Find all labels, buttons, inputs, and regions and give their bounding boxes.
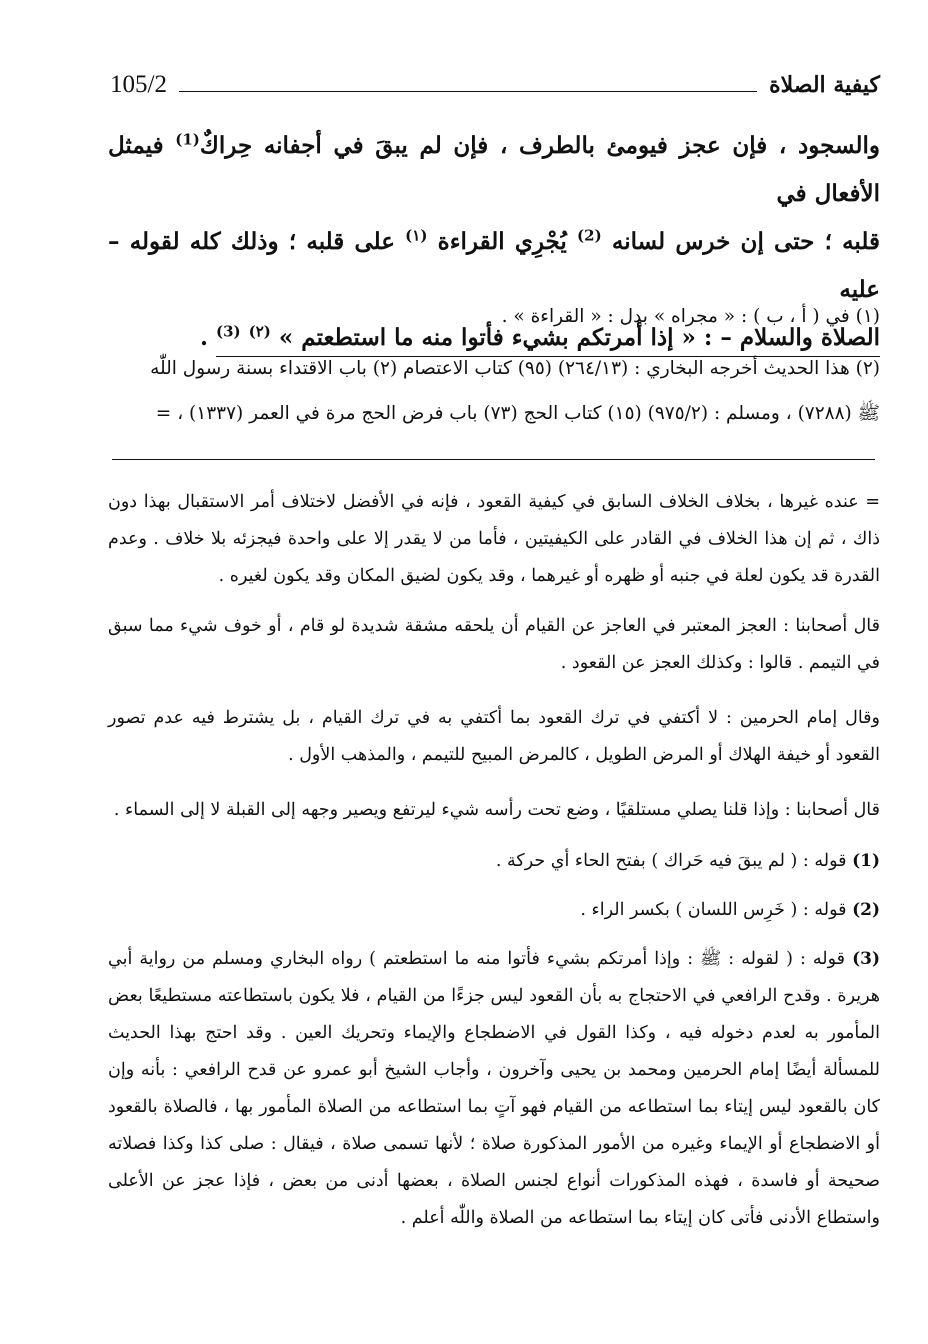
footnote-ref: (2) — [577, 226, 602, 245]
running-title: كيفية الصلاة — [769, 72, 880, 98]
note-number: (1) — [852, 851, 880, 871]
commentary-paragraph-4: قال أصحابنا : وإذا قلنا يصلي مستلقيًا ، وضع تحت رأسه شيء ليرتفع ويصير وجهه إلى القبلة لا إلى السماء . — [113, 800, 880, 820]
page-number: 105/2 — [110, 71, 167, 98]
note-number: (2) — [852, 900, 880, 920]
footnote-2 — [108, 346, 880, 436]
main-line-3: الصلاة والسلام – : « إذا أمرتكم بشيء فأتوا منه ما استطعتم » $^{(٢)}$ $^{(3)}$ . — [108, 314, 880, 362]
continuation-mark: = — [865, 492, 880, 512]
header-rule — [179, 91, 757, 92]
note-number: (3) — [852, 949, 880, 969]
footnote-1: (١) في ( أ ، ب ) : « مجراه » بدل : « القراءة » . — [501, 306, 880, 327]
commentary-note-2: (2) قوله : ( خَرِس اللسان ) بكسر الراء . — [580, 900, 880, 920]
commentary-paragraph-1: = عنده غيرها ، بخلاف الخلاف السابق في كيفية القعود ، فإنه في الأفضل لاختلاف أمر الاستقبال بهذا دون ذاك ، ثم إن هذا الخلاف في القادر على الكيفيتين ، فأما من لا يقدر إلا على واحدة فيجزئه بلا خلاف . وعدم القدرة قد يكون لعلة في جنبه أو ظهره أو غيرهما ، وقد يكون لضيق المكان وقد يكون لغيره . — [108, 492, 880, 586]
main-line-2: قلبه ؛ حتى إن خرس لسانه $^{(2)}$ يُجْرِي القراءة $^{(١)}$ على قلبه ؛ وذلك كله لقوله – عليه — [108, 226, 880, 303]
footnote-ref: (1) — [175, 130, 200, 149]
main-line-1: والسجود ، فإن عجز فيومئ بالطرف ، فإن لم يبقَ في أجفانه حِراكٌ$^{(1)}$ فيمثل الأفعال في — [108, 130, 880, 207]
footnote-2-line-2: ﷺ (٧٢٨٨) ، ومسلم : (٩٧٥/٢) (١٥) كتاب الحج (٧٣) باب فرض الحج مرة في العمر (١٣٣٧) ، = — [155, 403, 880, 424]
commentary-paragraph-3: وقال إمام الحرمين : لا أكتفي في ترك القعود بما أكتفي به في ترك القيام ، بل يشترط فيه عدم تصور القعود أو خيفة الهلاك أو المرض الطويل ، كالمرض المبيح للتيمم ، والمذهب الأول . — [108, 708, 880, 765]
footnote-ref: (٢) — [248, 322, 271, 341]
continuation-mark: = — [155, 403, 172, 424]
commentary-note-1: (1) قوله : ( لم يبقَ فيه حَراك ) بفتح الحاء أي حركة . — [495, 851, 880, 871]
underlined-quote: الصلاة والسلام – : « إذا أمرتكم بشيء فأتوا منه ما استطعتم » $^{(٢)}$ $^{(3)}$ — [216, 324, 880, 357]
footnote-2-line-1: (٢) هذا الحديث أخرجه البخاري : (٢٦٤/١٣) (٩٥) كتاب الاعتصام (٢) باب الاقتداء بسنة رسول اللّٰه — [150, 358, 880, 379]
commentary-paragraph-2: قال أصحابنا : العجز المعتبر في العاجز عن القيام أن يلحقه مشقة شديدة لو قام ، أو خوف شيء مما سبق في التيمم . قالوا : وكذلك العجز عن القعود . — [108, 616, 880, 673]
running-header — [110, 68, 880, 102]
footnote-ref: (١) — [405, 226, 428, 245]
section-divider — [112, 459, 875, 460]
commentary-note-3: (3) قوله : ( لقوله : ﷺ : وإذا أمرتكم بشيء فأتوا منه ما استطعتم ) رواه البخاري ومسلم من رواية أبي هريرة . وقدح الرافعي في الاحتجاج به بأن القعود ليس جزءًا من القيام ، فلا يكون باستطاعته مستطيعًا بعض المأمور به لعدم دخوله فيه ، وكذا القول في الاضطجاع والإيماء وتحريك العين . وقد احتج بهذا الحديث للمسألة أيضًا إمام الحرمين ومحمد بن يحيى وآخرون ، وأجاب الشيخ أبو عمرو عن قدح الرافعي : بأنه وإن كان بالقعود ليس إيتاء بما استطاعه من القيام فهو آتٍ بما استطاعه من الصلاة المأمور بها ، فالصلاة بالقعود أو الاضطجاع أو الإيماء وغيره من الأمور المذكورة صلاة ؛ لأنها تسمى صلاة ، فيقال : صلى كذا وكذا فصلاته صحيحة أو فاسدة ، فهذه المذكورات أنواع لجنس الصلاة ، بعضها أدنى من بعض ، فإذا عجز عن الأعلى واستطاع الأدنى فأتى كان إيتاء بما استطاعه من الصلاة واللّٰه أعلم . — [108, 949, 880, 1228]
footnote-ref: (3) — [215, 322, 241, 341]
